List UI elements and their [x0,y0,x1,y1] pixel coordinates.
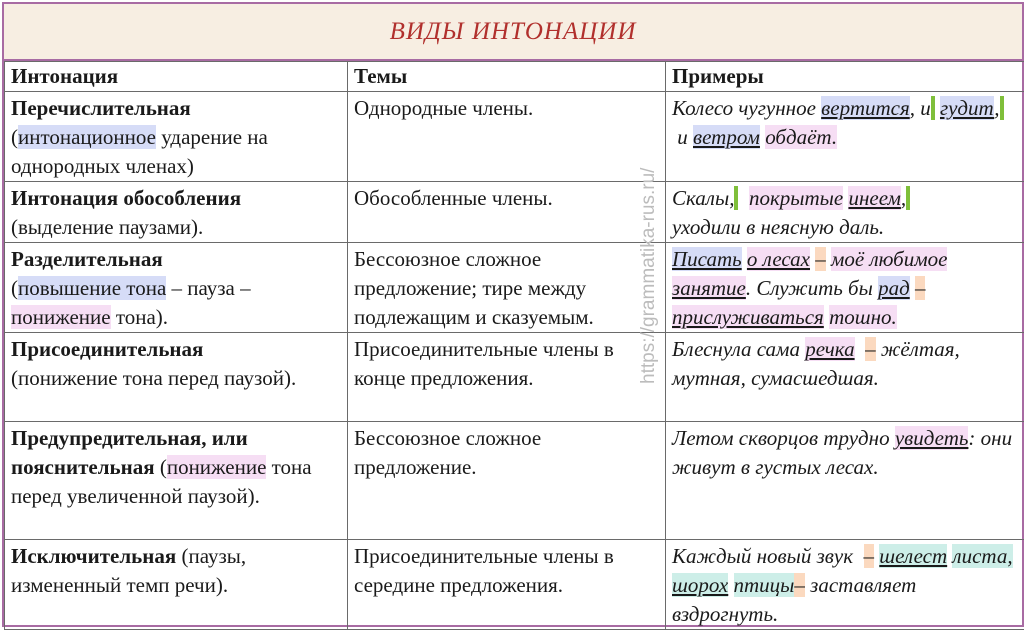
example-text: инеем [848,186,900,210]
example-subject: шорох [672,573,728,597]
example-subject: Писать [672,247,742,271]
intonation-highlight: повышение тона [18,276,166,300]
example-dash: – [915,276,926,300]
table-row [5,243,1024,333]
example-comma: , [901,186,910,210]
header-row [5,62,1024,92]
example-text: и [677,125,688,149]
intonation-cell [5,540,348,630]
example-text: Колесо чугунное [672,96,816,120]
header-intonation: Интонация [5,62,348,92]
example-comma: , [729,186,738,210]
intonation-cell: Перечислительная (интонационное ударение на однородных членах) [5,92,348,182]
example-text: обдаёт. [765,125,837,149]
example-subject: шелест [879,544,947,568]
example-subject: прислуживаться [672,305,824,329]
example-text: Каждый новый звук [672,544,853,568]
example-cell [666,422,1024,540]
example-subject: речка [805,337,854,361]
intonation-name: Разделительная [11,247,163,271]
intonation-cell: Разделительная (повышение тона – пауза – понижение тона). [5,243,348,333]
intonation-cell: Предупредительная, или пояснительная (понижение тона перед увеличенной паузой). [5,422,348,540]
example-text: птицы [734,573,795,597]
intonation-note: (паузы, измененный темп речи). [11,544,246,597]
example-text: занятие [672,276,746,300]
example-text: Скалы [672,186,729,210]
intonation-note: тона). [116,305,168,329]
table-row [5,422,1024,540]
example-text: листа, [952,544,1012,568]
example-dash: – [864,544,875,568]
example-predicate: гудит [940,96,994,120]
table-row [5,540,1024,630]
table-row [5,333,1024,422]
example-predicate: увидеть [895,426,969,450]
example-text: тошно. [829,305,897,329]
topic-cell: Обособленные члены. [348,182,666,243]
intonation-name: Интонация обособления [11,186,241,210]
example-text: , и [910,96,935,120]
example-comma: , [994,96,1003,120]
topic-cell: Присоединительные члены в середине предложения. [348,540,666,630]
intonation-highlight: понижение [167,455,267,479]
example-cell [666,182,1024,243]
intonation-note: (понижение тона перед паузой). [11,366,296,390]
example-text: Блеснула сама [672,337,800,361]
example-text: : они живут в густых лесах. [672,426,1012,479]
intonation-note: (выделение паузами). [11,215,203,239]
intonation-name: Присоединительная [11,337,203,361]
intonation-highlight: интонационное [18,125,156,149]
header-examples: Примеры [666,62,1024,92]
intonation-name: Предупредительная, или пояснительная [11,426,248,479]
intonation-name: Исключительная [11,544,176,568]
page-title: ВИДЫ ИНТОНАЦИИ [390,18,637,46]
topic-cell: Однородные члены. [348,92,666,182]
example-cell [666,243,1024,333]
example-dash: – [865,337,876,361]
example-cell [666,540,1024,630]
example-text: уходили в неясную даль. [672,215,884,239]
watermark-text: https://grammatika-rus.ru/ [638,168,660,384]
table-row [5,182,1024,243]
header-topics: Темы [348,62,666,92]
intonation-cell [5,333,348,422]
intonation-cell [5,182,348,243]
example-dash: – [794,573,805,597]
intonation-table [4,61,1024,630]
topic-cell: Присоединительные члены в конце предложения. [348,333,666,422]
title-bar [4,4,1022,61]
example-dash: – [815,247,826,271]
intonation-highlight: понижение [11,305,111,329]
example-text: Летом скворцов трудно [672,426,890,450]
topic-cell: Бессоюзное сложное предложение; тире между подлежащим и сказуемым. [348,243,666,333]
example-predicate: вертится [821,96,910,120]
example-text: заставляет вздрогнуть. [672,573,916,626]
example-object: ветром [693,125,760,149]
example-text: покрытые [749,186,843,210]
example-text: моё любимое [831,247,947,271]
intonation-note: – пауза – [172,276,251,300]
example-cell [666,333,1024,422]
example-text: жёлтая, мутная, сумасшедшая. [672,337,960,390]
topic-cell: Бессоюзное сложное предложение. [348,422,666,540]
intonation-note: ударение на однородных членах) [11,125,268,178]
table-row [5,92,1024,182]
example-text: . Служить бы [746,276,873,300]
example-text: о лесах [747,247,810,271]
table-frame [2,2,1024,627]
example-cell [666,92,1024,182]
example-predicate: рад [878,276,910,300]
intonation-name: Перечислительная [11,96,191,120]
intonation-note: тона перед увеличенной паузой). [11,455,312,508]
